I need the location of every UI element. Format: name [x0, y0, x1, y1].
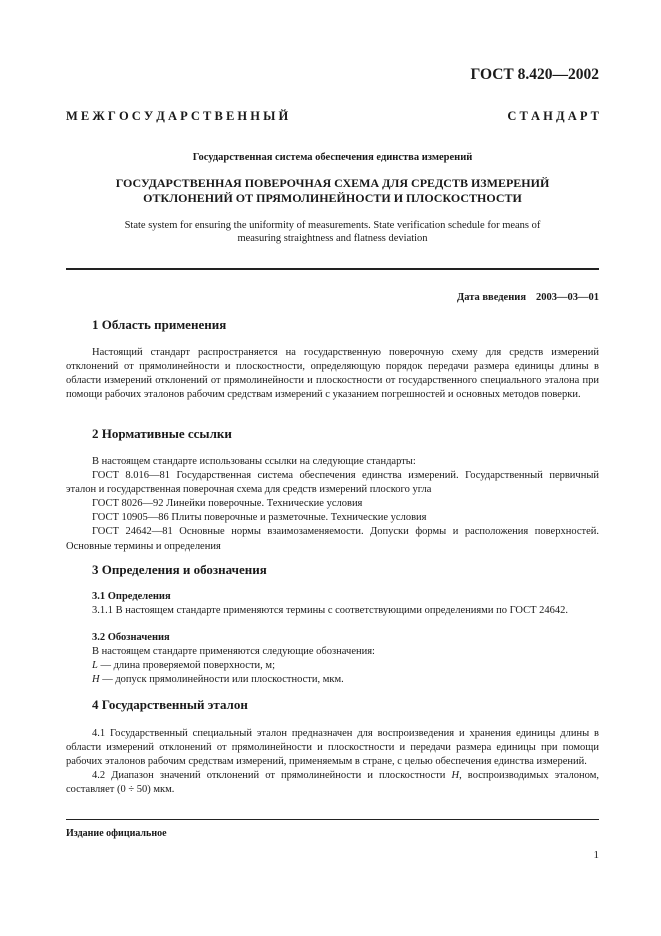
main-title-line: ГОСУДАРСТВЕННАЯ ПОВЕРОЧНАЯ СХЕМА ДЛЯ СРЕДСТВ ИЗМЕРЕНИЙ — [115, 176, 550, 190]
text-run: , воспроизводимых эталоном, составляет (0 ÷ 50) мкм. — [66, 770, 599, 796]
text-run: 4.2 Диапазон значений отклонений от прямолинейности и плоскостности — [92, 770, 452, 782]
footer-divider — [66, 819, 599, 820]
section-heading-normative-references: 2 Нормативные ссылки — [92, 426, 232, 441]
introduction-date — [457, 292, 599, 303]
section-scope-body — [66, 346, 599, 402]
official-edition-label: Издание официальное — [66, 828, 167, 839]
section-heading-state-standard: 4 Государственный эталон — [92, 697, 248, 712]
main-title-line: ОТКЛОНЕНИЙ ОТ ПРЯМОЛИНЕЙНОСТИ И ПЛОСКОСТНОСТИ — [143, 191, 522, 205]
section-state-standard-body — [66, 727, 599, 797]
interstate-standard-banner — [66, 109, 599, 124]
reference-item: ГОСТ 10905—86 Плиты поверочные и разметочные. Технические условия — [92, 512, 427, 524]
paragraph: В настоящем стандарте использованы ссылки на следующие стандарты: — [92, 456, 416, 467]
paragraph — [66, 769, 599, 797]
english-title: State system for ensuring the uniformity of measurements. State verification schedule for means of measuring straightness and flatness deviation — [124, 220, 541, 244]
reference-item: ГОСТ 8026—92 Линейки поверочные. Технические условия — [92, 498, 363, 510]
paragraph: 4.1 Государственный специальный эталон предназначен для воспроизведения и хранения единицы длины в области измерений отклонений от прямолинейности и плоскостности и передачи размера единицы при помощи рабочих эталонов рабочим средствам измерений, применяемым в стране, с целью обеспечения единства измерений. — [66, 728, 599, 768]
title-divider — [66, 268, 599, 270]
introduction-date-value: 2003—03—01 — [536, 292, 599, 303]
introduction-date-label: Дата введения — [457, 292, 526, 303]
symbol-letter: L — [92, 660, 98, 672]
standard-word: С Т А Н Д А Р Т — [507, 109, 599, 123]
subsection-heading-symbols: 3.2 Обозначения — [92, 632, 170, 643]
symbol-description: — длина проверяемой поверхности, м; — [97, 660, 275, 672]
section-heading-scope: 1 Область применения — [92, 317, 227, 332]
subsection-heading-definitions: 3.1 Определения — [92, 591, 171, 602]
section-heading-definitions: 3 Определения и обозначения — [92, 562, 267, 577]
reference-item: ГОСТ 8.016—81 Государственная система обеспечения единства измерений. Государственный первичный эталон и государственная поверочная схема для средств измерений плоского угла — [66, 470, 599, 496]
interstate-word: М Е Ж Г О С У Д А Р С Т В Е Н Н Ы Й — [66, 109, 289, 123]
subsection-definitions-body — [66, 604, 599, 618]
paragraph: 3.1.1 В настоящем стандарте применяются термины с соответствующими определениями по ГОСТ 24642. — [92, 605, 569, 616]
reference-item: ГОСТ 24642—81 Основные нормы взаимозаменяемости. Допуски формы и расположения поверхностей. Основные термины и определения — [66, 526, 599, 552]
symbol-item — [66, 673, 599, 687]
subsection-symbols-body — [66, 645, 599, 687]
section-references-body — [66, 455, 599, 554]
main-title — [66, 176, 599, 206]
paragraph: В настоящем стандарте применяются следующие обозначения: — [92, 646, 375, 657]
symbol-description: — допуск прямолинейности или плоскостности, мкм. — [99, 674, 344, 686]
page-number: 1 — [593, 849, 599, 861]
symbol-item — [66, 659, 599, 673]
paragraph: Настоящий стандарт распространяется на государственную поверочную схему для средств измерений отклонений от прямолинейности и плоскостности, определяющую порядок передачи размера единицы длины в области измерений отклонений от прямолинейности и плоскостности от государственного специального эталона при помощи рабочих эталонов рабочим средствам измерений с указанием погрешностей и основных методов поверки. — [66, 347, 599, 401]
symbol-letter: H — [92, 674, 100, 686]
system-title: Государственная система обеспечения единства измерений — [192, 152, 473, 163]
symbol-letter: H — [451, 770, 460, 782]
document-number: ГОСТ 8.420—2002 — [470, 66, 599, 83]
